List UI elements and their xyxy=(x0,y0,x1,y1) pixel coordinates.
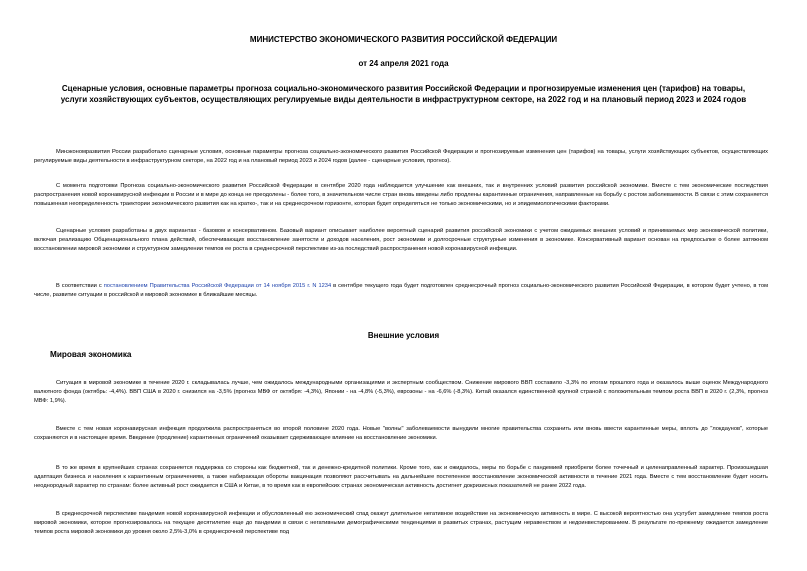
ministry-heading: МИНИСТЕРСТВО ЭКОНОМИЧЕСКОГО РАЗВИТИЯ РОССИЙСКОЙ ФЕДЕРАЦИИ xyxy=(249,35,558,44)
intro-paragraph-4-start: В соответствии с xyxy=(56,283,104,289)
world-paragraph-1: Ситуация в мировой экономике в течение 2020 г. складывалась лучше, чем ожидалось международными организациями и экспертным сообществом. Снижение мирового ВВП составило -3,3% по итогам прошлого года и оказалось выше оценок Международного валютного фонда (октябрь: -4,4%). ВВП США в 2020 г. снизился на -3,5% (прогноз МВФ от октября: -4,3%), Японии - на -4,8% (-5,3%), еврозоны - на -6,6% (-8,3%). Китай оказался единственной крупной страной с положительным темпом роста ВВП в 2020 г. (2,3%, прогноз МВФ: 1,9%). xyxy=(34,380,768,404)
intro-paragraph-3: Сценарные условия разработаны в двух вариантах - базовом и консервативном. Базовый вариант описывает наиболее вероятный сценарий развития российской экономики с учетом ожидаемых внешних условий и принимаемых мер экономической политики, включая реализацию Общенационального плана действий, обеспечивающих восстановление занятости и доходов населения, рост экономики и долгосрочные структурные изменения в экономике. Консервативный вариант основан на предпосылке о более затяжном восстановлении мировой экономики и структурном замедлении темпов ее роста в среднесрочной перспективе из-за последствий распространения новой коронавирусной инфекции. xyxy=(34,228,768,252)
world-paragraph-3: В то же время в крупнейших странах сохраняется поддержка со стороны как бюджетной, так и денежно-кредитной политики. Кроме того, как и ожидалось, меры по борьбе с пандемией приобрели более точечный и целенаправленный характер. Произошедшая адаптация бизнеса и населения к карантинным ограничениям, а также набирающая обороты вакцинация позволяют рассчитывать на дальнейшее постепенное восстановление экономической активности в течение 2021 года. Вместе с тем восстановление будет носить неоднородный характер по странам: более активный рост ожидается в США и Китае, в то время как в европейских странах экономическая активность достигнет докризисных показателей не ранее 2022 года. xyxy=(34,465,768,489)
intro-paragraph-2: С момента подготовки Прогноза социально-экономического развития Российской Федерации в сентябре 2020 года наблюдается улучшение как внешних, так и внутренних условий развития российской экономики. Вместе с тем экономические последствия распространения новой коронавирусной инфекции в России и в мире до конца не преодолены - более того, в значительном числе стран вновь введены либо продлены карантинные ограничения, направленные на борьбу с ростом заболеваемости. В связи с этим сохраняется повышенная неопределенность траектории экономического развития как на кратко-, так и на среднесрочном горизонте, которая будет определяться не только экономическими, но и эпидемиологическими факторами. xyxy=(34,183,768,207)
intro-paragraph-1: Минэкономразвития России разработало сценарные условия, основные параметры прогноза социально-экономического развития Российской Федерации и прогнозируемые изменения цен (тарифов) на товары, услуги хозяйствующих субъектов, осуществляющих регулируемые виды деятельности в инфраструктурном секторе, на 2022 год и на плановый период 2023 и 2024 годов (далее - сценарные условия, прогноз). xyxy=(34,149,768,164)
subsection-heading: Мировая экономика xyxy=(50,350,132,359)
document-title: Сценарные условия, основные параметры прогноза социально-экономического развития Российской Федерации и прогнозируемые изменения цен (тарифов) на товары, услуги хозяйствующих субъектов, осуществляющих регулируемые виды деятельности в инфраструктурном секторе, на 2022 год и на плановый период 2023 и 2024 годов xyxy=(60,84,747,104)
document-date: от 24 апреля 2021 года xyxy=(358,59,449,68)
world-paragraph-4: В среднесрочной перспективе пандемия новой коронавирусной инфекции и обусловленный ею экономический спад окажут длительное негативное воздействие на экономическую активность в мире. С высокой вероятностью она усугубит замедление темпов роста мировой экономики, которое прогнозировалось на текущее десятилетие еще до пандемии в связи с негативными демографическими тенденциями в развитых странах, растущим неравенством и недоинвестированием. В результате по-прежнему ожидается замедление темпов роста мировой экономики до уровня около 2,5%-3,0% в среднесрочной перспективе под xyxy=(34,511,768,535)
world-paragraph-2: Вместе с тем новая коронавирусная инфекция продолжила распространяться во второй половине 2020 года. Новые "волны" заболеваемости вынудили многие правительства сохранить или вновь ввести карантинные меры, вплоть до "локдаунов", которые сохраняются и в настоящее время. Введение (продление) карантинных ограничений оказывает сдерживающее влияние на восстановление экономики. xyxy=(34,426,768,441)
section-heading: Внешние условия xyxy=(367,331,440,340)
intro-paragraph-4-end: в сентябре текущего года будет подготовлен среднесрочный прогноз социально-экономического развития Российской Федерации, в котором будет учтено, в том числе, развитие ситуации в российской и мировой экономике в ближайшие месяцы. xyxy=(34,283,768,298)
government-decree-link[interactable]: постановлением Правительства Российской Федерации от 14 ноября 2015 г. N 1234 xyxy=(103,283,332,289)
intro-paragraph-4 xyxy=(34,282,768,300)
